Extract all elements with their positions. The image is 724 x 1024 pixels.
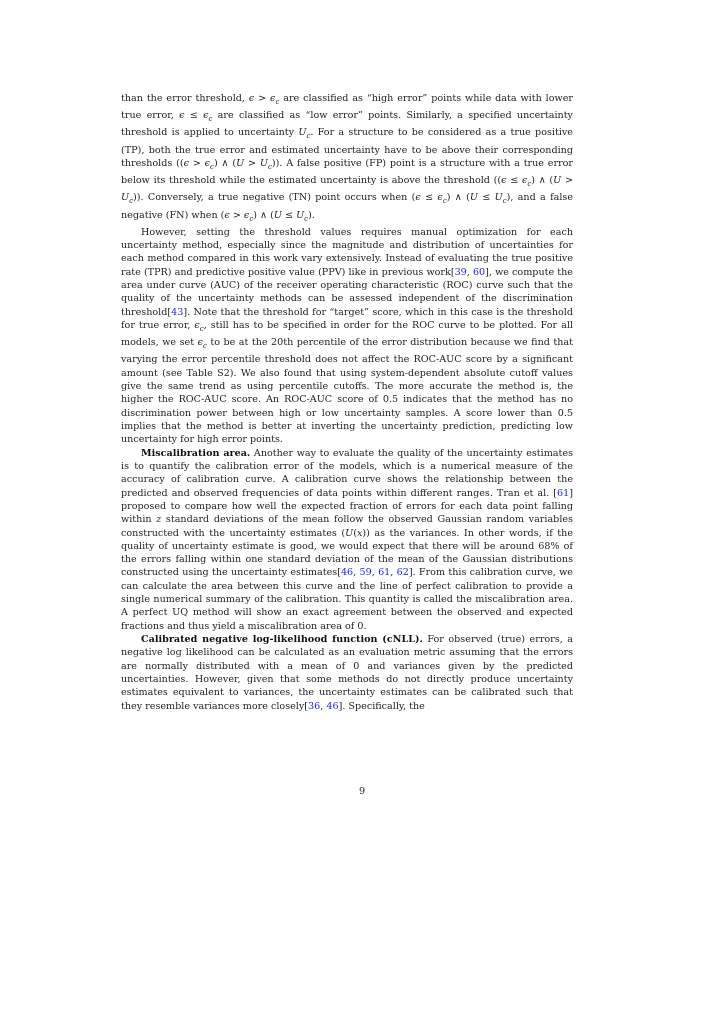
text-run: ,: [320, 700, 327, 712]
page-body: [121, 92, 573, 713]
math-expression: ϵ > ϵ: [183, 157, 211, 169]
text-run: ]. From this calibration curve, we can calculate the area between this curve and the line of perfect calibration to provide a single numerical summary of the calibration. This quantity is called the miscalibration area. A perfect UQ method will show an exact agreement between the observed and expected fractions and thus yield a miscalibration area of 0.: [121, 567, 573, 632]
citation-link[interactable]: 46: [326, 700, 339, 712]
citation-link[interactable]: 39: [454, 266, 467, 278]
text-run: ,: [353, 567, 360, 579]
text-run: ) ∧ (: [446, 192, 470, 204]
math-expression: U ≤ U: [273, 209, 305, 221]
citation-link[interactable]: 46: [340, 567, 354, 579]
citation-link[interactable]: 61: [378, 567, 391, 579]
math-subscript: c: [202, 342, 207, 351]
text-run: ,: [371, 567, 379, 579]
text-run: ], we compute the area under curve (AUC) of the receiver operating characteristic (ROC) curve such that the quality of the uncertainty methods can be assessed independent of the discrimination threshold[: [121, 266, 573, 318]
citation-link[interactable]: 61: [557, 487, 570, 499]
text-run: ) ∧ (: [213, 157, 237, 169]
text-run: ]. Specifically, the: [338, 700, 425, 712]
math-expression: ϵ ≤ ϵ: [501, 175, 528, 187]
page-number: 9: [358, 786, 366, 797]
citation-link[interactable]: 62: [396, 567, 409, 579]
paragraph-heading: Calibrated negative log-likelihood function (cNLL).: [141, 634, 423, 646]
math-expression: ϵ: [197, 337, 203, 349]
math-expression: U ≤ U: [469, 192, 503, 204]
text-run: are classified as “low error” points. Similarly, a specified uncertainty threshold is applied to uncertainty: [121, 110, 573, 139]
math-expression: x: [356, 527, 363, 539]
paragraph-heading: Miscalibration area.: [141, 447, 251, 459]
math-subscript: c: [306, 132, 311, 141]
math-expression: z: [156, 514, 162, 526]
math-subscript: c: [442, 197, 447, 206]
paragraph: [121, 226, 573, 447]
math-expression: ϵ ≤ ϵ: [179, 110, 209, 122]
citation-link[interactable]: 43: [171, 306, 184, 318]
text-run: ]. Note that the threshold for “target” score, which in this case is the threshold for true error,: [121, 306, 573, 332]
math-subscript: c: [199, 324, 204, 333]
text-run: ) ∧ (: [531, 175, 554, 187]
paragraph: [121, 92, 573, 226]
math-expression: ϵ > ϵ: [224, 209, 250, 221]
math-subscript: c: [304, 214, 309, 223]
paragraph: [121, 447, 573, 633]
math-expression: ϵ > ϵ: [248, 93, 276, 104]
math-expression: ϵ: [194, 320, 200, 332]
text-run: However, setting the threshold values requires manual optimization for each uncertainty method, especially since the magnitude and distribution of uncertainties for each method compared in this work vary extensively. Instead of evaluating the true positive rate (TPR) and predictive positive value (PPV) like in previous work[: [121, 226, 573, 278]
text-run: )). Conversely, a true negative (TN) point occurs when (: [133, 192, 416, 204]
text-run: ).: [308, 209, 315, 221]
math-expression: ϵ ≤ ϵ: [415, 192, 443, 204]
math-subscript: c: [502, 197, 507, 206]
text-run: Another way to evaluate the quality of the uncertainty estimates is to quantify the calibration error of the models, which is a numerical measure of the accuracy of calibration curve. A calibration curve shows the relationship between the predicted and observed frequencies of data points within different ranges. Tran et al. [: [121, 447, 573, 499]
text-run: ,: [390, 567, 397, 579]
math-expression: U: [298, 127, 307, 139]
math-subscript: c: [249, 214, 254, 223]
text-run: ), and a false negative (FN) when (: [121, 192, 574, 221]
text-run: to be at the 20th percentile of the error distribution because we find that varying the error percentile threshold does not affect the ROC-AUC score by a significant amount (see Table S2). We also found that using system-dependent absolute cutoff values give the same trend as using percentile cutoffs. The more accurate the method is, the higher the ROC-AUC score. An ROC-AUC score of 0.5 indicates that the method has no discrimination power between high or low uncertainty samples. A score lower than 0.5 implies that the method is better at inverting the uncertainty prediction, predicting low uncertainty for high error points.: [121, 337, 573, 446]
text-run: , still has to be specified in order for the ROC curve to be plotted. For all models, we set: [121, 320, 573, 349]
text-run: )). A false positive (FP) point is a structure with a true error below its threshold while the estimated uncertainty is above the threshold ((: [121, 157, 574, 187]
text-run: )) as the variances. In other words, if the quality of uncertainty estimate is good, we would expect that there will be around 68% of the errors falling within one standard deviation of the mean of the Gaussian distributions constructed using the uncertainty estimates[: [121, 527, 573, 579]
math-expression: U > U: [236, 157, 268, 169]
citation-link[interactable]: 36: [308, 700, 321, 712]
math-subscript: c: [275, 97, 280, 106]
citation-link[interactable]: 59: [359, 567, 372, 579]
math-subscript: c: [129, 197, 134, 206]
text-run: are classified as “high error” points while data with lower true error,: [121, 93, 573, 122]
math-expression: U > U: [121, 175, 573, 204]
text-run: . For a structure to be considered as a true positive (TP), both the true error and estimated uncertainty have to be above their corresponding thresholds ((: [121, 127, 573, 169]
math-subscript: c: [208, 115, 213, 124]
math-expression: U: [345, 527, 354, 539]
text-run: For observed (true) errors, a negative log likelihood can be calculated as an evaluation metric assuming that the errors are normally distributed with a mean of 0 and variances given by the predicted uncertainties. However, given that some methods do not directly produce uncertainty estimates equivalent to variances, the uncertainty estimates can be calibrated such that they resemble variances more closely[: [121, 634, 573, 712]
text-run: than the error threshold,: [121, 93, 249, 104]
text-run: ) ∧ (: [253, 209, 274, 221]
math-subscript: c: [267, 162, 272, 171]
citation-link[interactable]: 60: [472, 266, 486, 278]
math-subscript: c: [210, 162, 214, 171]
text-run: ,: [466, 266, 473, 278]
text-run: ] proposed to compare how well the expected fraction of errors for each data point falling within: [121, 487, 573, 526]
paragraph: [121, 633, 573, 713]
text-run: standard deviations of the mean follow the observed Gaussian random variables constructed with the uncertainty estimates (: [121, 514, 573, 539]
math-subscript: c: [527, 180, 532, 189]
text-run: (: [353, 527, 357, 539]
